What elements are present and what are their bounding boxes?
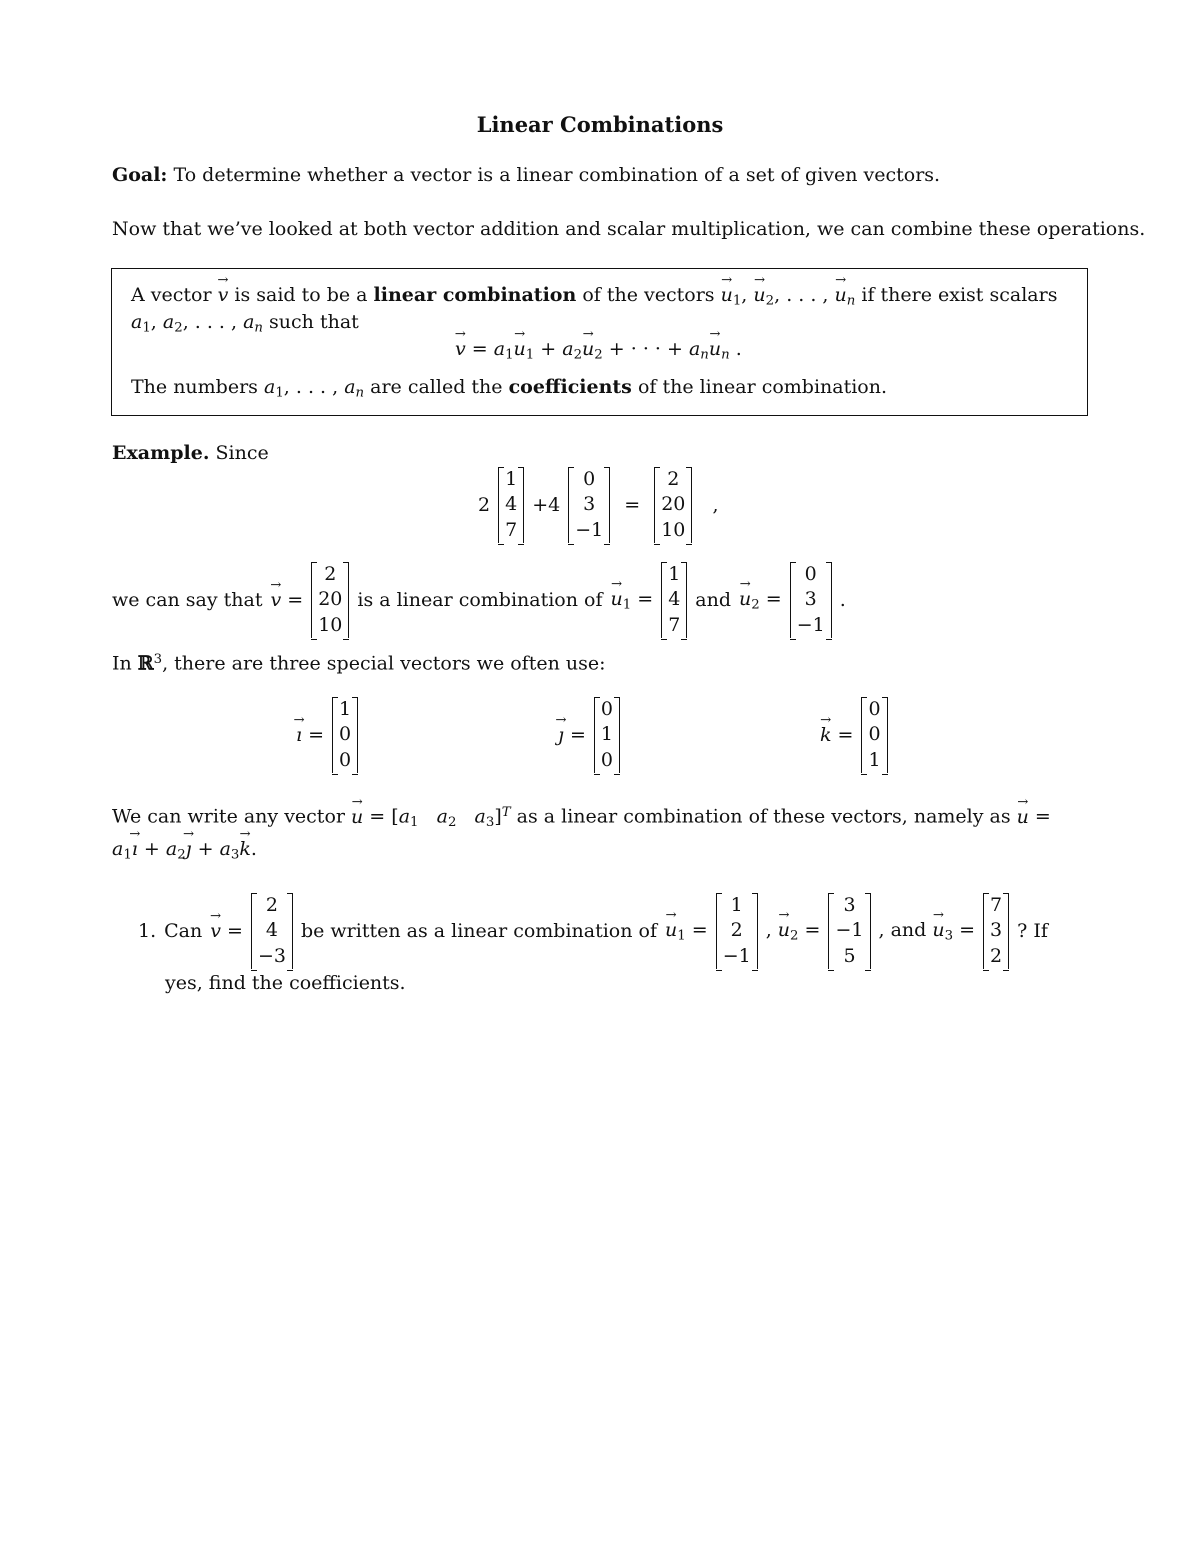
problem-vector-u2: 3 −1 5 xyxy=(828,893,870,969)
vector-i: → ı = 1 0 0 xyxy=(296,697,358,773)
vector-u1: 1 4 7 xyxy=(661,562,687,638)
definition-equation: → $v = a_1\to u_1 + a_2\to u_2$ + · · · + $a_n\to u_n$ . xyxy=(455,338,742,362)
term-linear-combination: linear combination xyxy=(373,284,577,306)
definition-line-2: $a_1$, $a_2$, . . . , $a_n$ such that xyxy=(131,311,359,336)
matrix-c: 2 20 10 xyxy=(654,467,692,543)
goal-label: Goal: xyxy=(112,164,168,186)
example-line: Example. Since xyxy=(112,442,269,464)
problem-vector-v: 2 4 −3 xyxy=(251,893,293,969)
matrix-a: 1 4 7 xyxy=(498,467,524,543)
vector-j: → ȷ = 0 1 0 xyxy=(558,697,620,773)
intro-text: Now that we’ve looked at both vector addition and scalar multiplication, we can combine these operations. xyxy=(112,218,1146,240)
write-line-2: $a_1\to$ ı + $a_2\to$ ȷ + $a_3\to k$. xyxy=(112,838,257,862)
vector-k: → k = 0 0 1 xyxy=(820,697,888,773)
problem-1-continuation: yes, find the coefficients. xyxy=(165,972,406,994)
vector-u2: 0 3 −1 xyxy=(790,562,832,638)
vector-v: 2 20 10 xyxy=(311,562,349,638)
goal-text: To determine whether a vector is a linear combination of a set of given vectors. xyxy=(173,164,941,186)
write-line-1: We can write any vector → $u = [a_1$ $a_2$ $a_3]^T$ as a linear combination of these vectors, namely as → u = xyxy=(112,805,1051,830)
problem-1: 1. Can → v = 2 4 −3 be written as a linear combination of → $u_1$ = 1 2 −1 , → $u_2$ = 3 −1 5 , and → $u_3$ = 7 3 2 ? If xyxy=(138,893,1048,969)
problem-vector-u1: 1 2 −1 xyxy=(716,893,758,969)
example-equation: 2 1 4 7 +4 0 3 −1 = 2 20 10 , xyxy=(478,467,719,543)
example-label: Example. xyxy=(112,442,210,464)
example-conclusion: we can say that → v = 2 20 10 is a linear combination of → $u_1$ = 1 4 7 and → $u_2$ = 0 3 −1 . xyxy=(112,562,846,638)
goal-line xyxy=(112,164,940,186)
matrix-b: 0 3 −1 xyxy=(568,467,610,543)
term-coefficients: coefficients xyxy=(508,376,632,398)
page-title: Linear Combinations xyxy=(476,112,724,137)
special-intro: In ℝ$^3$, there are three special vectors we often use: xyxy=(112,652,606,675)
definition-line-1: A vector → v is said to be a linear combination of the vectors → $u_1$, → $u_2$, . . . , → $u_n$ if there exist scalars xyxy=(131,284,1057,308)
definition-line-3: The numbers $a_1$, . . . , $a_n$ are called the coefficients of the linear combination. xyxy=(131,376,888,401)
problem-vector-u3: 7 3 2 xyxy=(983,893,1009,969)
